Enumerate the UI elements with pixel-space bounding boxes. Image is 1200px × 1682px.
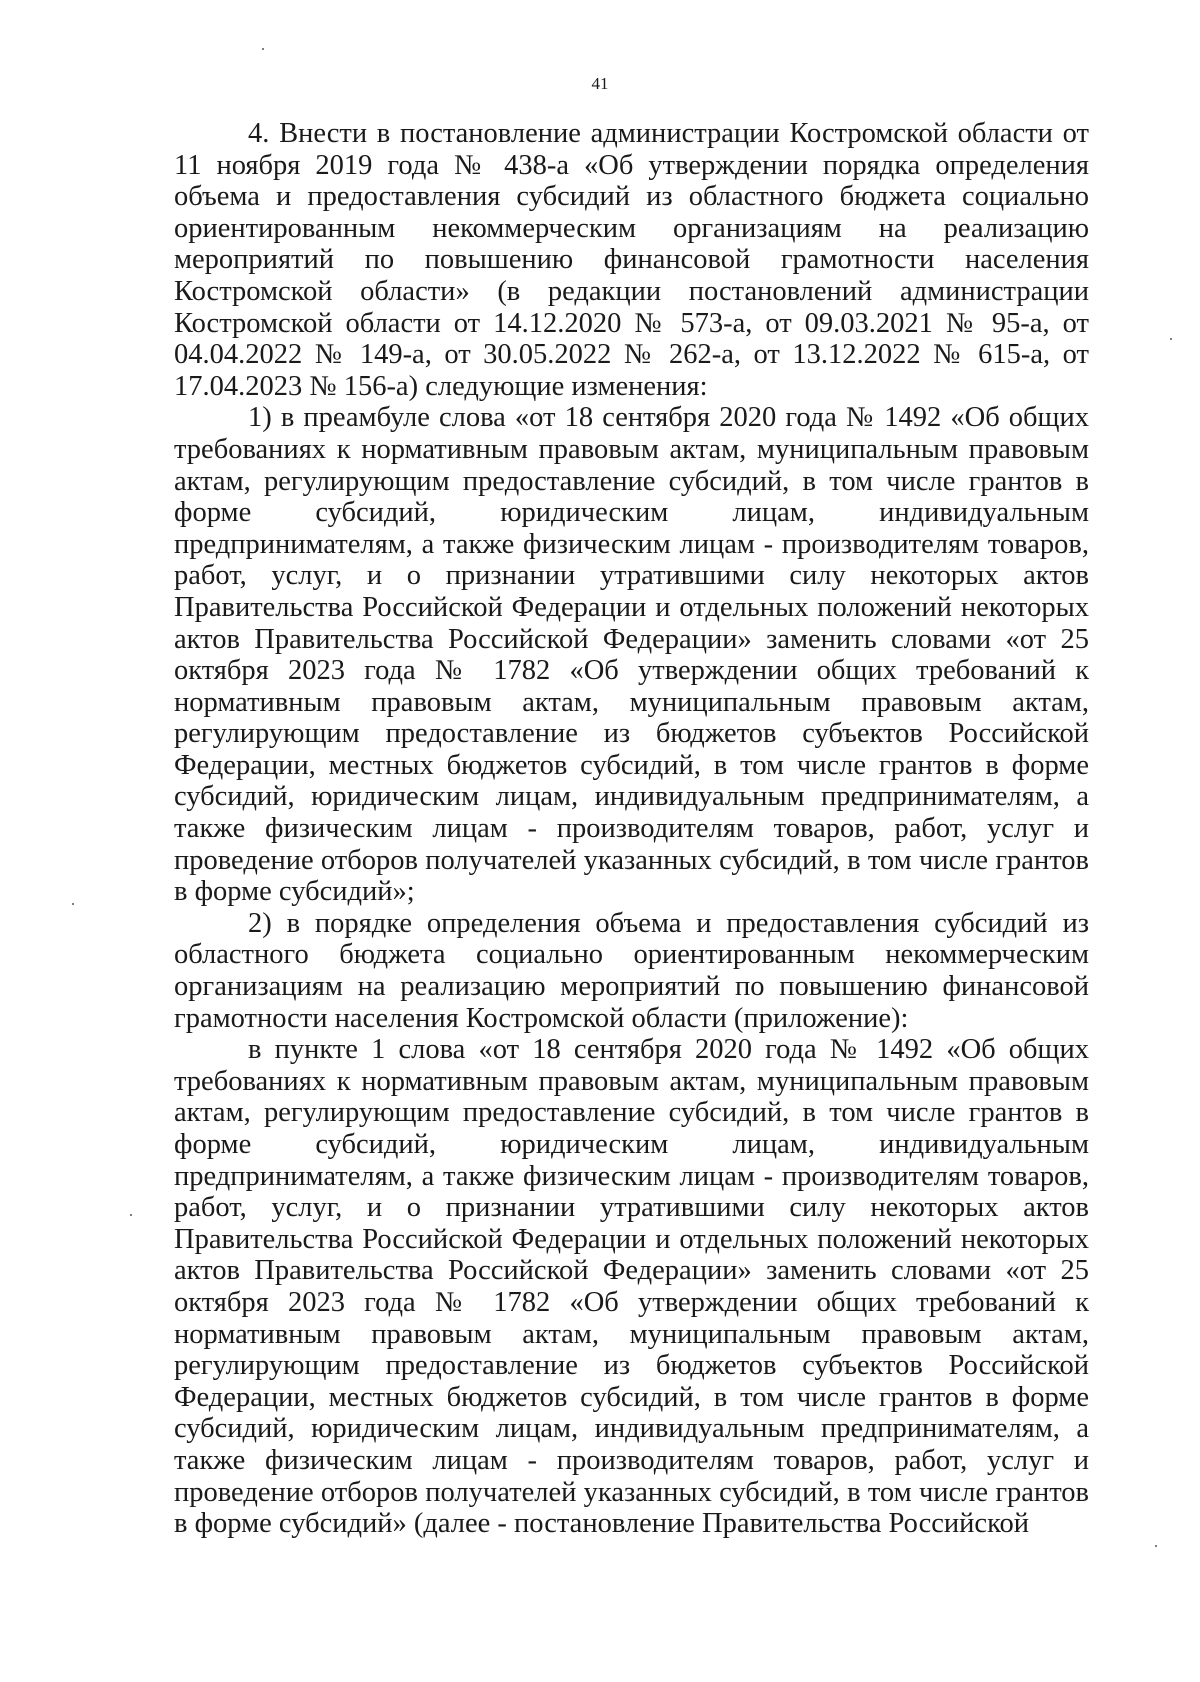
paragraph-item-4: 4. Внести в постановление администрации Костромской области от 11 ноября 2019 года № 438-а «Об утверждении порядка определения объема и предоставления субсидий из областного бюджета социально ориентированным некоммерческим организациям на реализацию мероприятий по повышению финансовой грамотности населения Костромской области» (в редакции постановлений администрации Костромской области от 14.12.2020 № 573-а, от 09.03.2021 № 95-а, от 04.04.2022 № 149-а, от 30.05.2022 № 262-а, от 13.12.2022 № 615-а, от 17.04.2023 № 156-а) следующие изменения: [174, 118, 1089, 402]
paragraph-clause-1: в пункте 1 слова «от 18 сентября 2020 года № 1492 «Об общих требованиях к нормативным правовым актам, муниципальным правовым актам, регулирующим предоставление субсидий, в том числе грантов в форме субсидий, юридическим лицам, индивидуальным предпринимателям, а также физическим лицам - производителям товаров, работ, услуг, и о признании утратившими силу некоторых актов Правительства Российской Федерации и отдельных положений некоторых актов Правительства Российской Федерации» заменить словами «от 25 октября 2023 года № 1782 «Об утверждении общих требований к нормативным правовым актам, муниципальным правовым актам, регулирующим предоставление из бюджетов субъектов Российской Федерации, местных бюджетов субсидий, в том числе грантов в форме субсидий, юридическим лицам, индивидуальным предпринимателям, а также физическим лицам - производителям товаров, работ, услуг и проведение отборов получателей указанных субсидий, в том числе грантов в форме субсидий» (далее - постановление Правительства Российской [174, 1034, 1089, 1540]
scan-speck [130, 1214, 132, 1216]
paragraph-subitem-1: 1) в преамбуле слова «от 18 сентября 2020 года № 1492 «Об общих требованиях к нормативным правовым актам, муниципальным правовым актам, регулирующим предоставление субсидий, в том числе грантов в форме субсидий, юридическим лицам, индивидуальным предпринимателям, а также физическим лицам - производителям товаров, работ, услуг, и о признании утратившими силу некоторых актов Правительства Российской Федерации и отдельных положений некоторых актов Правительства Российской Федерации» заменить словами «от 25 октября 2023 года № 1782 «Об утверждении общих требований к нормативным правовым актам, муниципальным правовым актам, регулирующим предоставление из бюджетов субъектов Российской Федерации, местных бюджетов субсидий, в том числе грантов в форме субсидий, юридическим лицам, индивидуальным предпринимателям, а также физическим лицам - производителям товаров, работ, услуг и проведение отборов получателей указанных субсидий, в том числе грантов в форме субсидий»; [174, 402, 1089, 908]
scan-speck [262, 48, 264, 50]
paragraph-subitem-2: 2) в порядке определения объема и предоставления субсидий из областного бюджета социально ориентированным некоммерческим организациям на реализацию мероприятий по повышению финансовой грамотности населения Костромской области (приложение): [174, 907, 1089, 1034]
page-number: 41 [591, 74, 609, 93]
document-body [174, 118, 1089, 1540]
scan-speck [72, 903, 74, 905]
scan-speck [1170, 338, 1172, 340]
scan-speck [1155, 1545, 1157, 1547]
